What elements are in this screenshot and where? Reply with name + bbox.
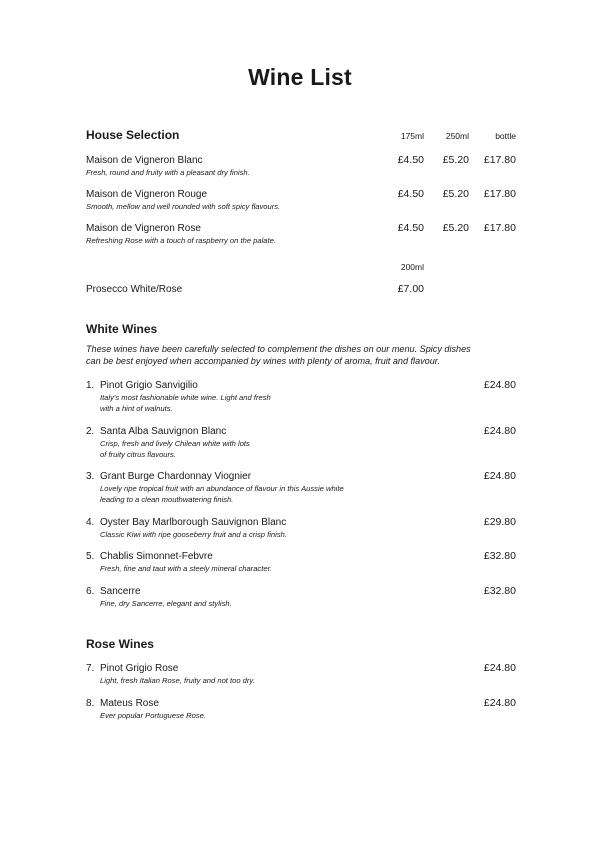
wine-name: [86, 551, 213, 562]
rose-wines-heading: Rose Wines: [86, 637, 154, 651]
intro-line: These wines have been carefully selected to complement the dishes on our menu. Spicy dishes: [86, 344, 471, 354]
wine-description: [100, 438, 400, 460]
item-number: 1.: [86, 380, 95, 391]
wine-name: [86, 471, 251, 482]
price-bottle: £17.80: [483, 188, 516, 200]
white-wines-intro: [86, 344, 526, 367]
column-header-bottle: bottle: [495, 131, 516, 141]
price-bottle: £17.80: [483, 154, 516, 166]
page-title: Wine List: [248, 64, 352, 90]
wine-name: [86, 586, 141, 597]
wine-description: [100, 529, 400, 540]
price-250ml: £5.20: [442, 154, 469, 166]
item-number: 2.: [86, 426, 95, 437]
price-bottle: £32.80: [483, 550, 516, 562]
wine-description: [100, 675, 400, 686]
wine-name: [86, 517, 286, 528]
desc-line: Crisp, fresh and lively Chilean white with lots: [100, 439, 250, 448]
prosecco-price: £7.00: [397, 283, 424, 295]
desc-line: Classic Kiwi with ripe gooseberry fruit and a crisp finish.: [100, 530, 287, 539]
item-number: 6.: [86, 586, 95, 597]
wine-description: [100, 598, 400, 609]
wine-name: Maison de Vigneron Rose: [86, 223, 201, 234]
desc-line: Italy's most fashionable white wine. Light and fresh: [100, 393, 271, 402]
wine-title: Pinot Grigio Rose: [100, 663, 179, 674]
price-175ml: £4.50: [397, 222, 424, 234]
price-bottle: £32.80: [483, 585, 516, 597]
price-bottle: £24.80: [483, 379, 516, 391]
wine-name: Maison de Vigneron Blanc: [86, 155, 203, 166]
wine-name: [86, 426, 226, 437]
desc-line: Lovely ripe tropical fruit with an abundance of flavour in this Aussie white: [100, 484, 344, 493]
desc-line: Fine, dry Sancerre, elegant and stylish.: [100, 599, 232, 608]
white-wines-heading: White Wines: [86, 322, 158, 336]
wine-title: Chablis Simonnet-Febvre: [100, 551, 213, 562]
column-header-200ml: 200ml: [400, 262, 424, 272]
price-bottle: £24.80: [483, 470, 516, 482]
wine-description: [100, 483, 400, 505]
wine-description: [100, 392, 400, 414]
item-number: 7.: [86, 663, 95, 674]
item-number: 4.: [86, 517, 95, 528]
wine-title: Oyster Bay Marlborough Sauvignon Blanc: [100, 517, 287, 528]
wine-name: [86, 663, 178, 674]
wine-title: Mateus Rose: [100, 698, 159, 709]
item-number: 5.: [86, 551, 95, 562]
desc-line: of fruity citrus flavours.: [100, 450, 176, 459]
column-header-250ml: 250ml: [445, 131, 469, 141]
desc-line: leading to a clean mouthwatering finish.: [100, 495, 234, 504]
column-header-175ml: 175ml: [400, 131, 424, 141]
item-number: 3.: [86, 471, 95, 482]
item-number: 8.: [86, 698, 95, 709]
wine-name: [86, 380, 198, 391]
wine-description: Fresh, round and fruity with a pleasant dry finish.: [86, 168, 250, 177]
wine-description: Smooth, mellow and well rounded with soft spicy flavours.: [86, 202, 281, 211]
desc-line: Fresh, fine and taut with a steely mineral character.: [100, 564, 272, 573]
house-selection-heading: House Selection: [86, 128, 180, 142]
price-bottle: £24.80: [483, 662, 516, 674]
wine-title: Pinot Grigio Sanvigilio: [100, 380, 198, 391]
desc-line: Ever popular Portuguese Rose.: [100, 711, 206, 720]
wine-title: Santa Alba Sauvignon Blanc: [100, 426, 227, 437]
wine-title: Sancerre: [100, 586, 141, 597]
price-bottle: £29.80: [483, 516, 516, 528]
price-250ml: £5.20: [442, 222, 469, 234]
price-175ml: £4.50: [397, 188, 424, 200]
wine-name: [86, 698, 159, 709]
price-175ml: £4.50: [397, 154, 424, 166]
price-bottle: £24.80: [483, 697, 516, 709]
wine-description: [100, 563, 400, 574]
price-bottle: £24.80: [483, 425, 516, 437]
desc-line: Light, fresh Italian Rose, fruity and not too dry.: [100, 676, 255, 685]
price-250ml: £5.20: [442, 188, 469, 200]
wine-name: Maison de Vigneron Rouge: [86, 189, 208, 200]
desc-line: with a hint of walnuts.: [100, 404, 173, 413]
intro-line: can be best enjoyed when accompanied by wines with plenty of aroma, fruit and flavour.: [86, 355, 441, 366]
wine-description: [100, 710, 400, 721]
wine-description: Refreshing Rose with a touch of raspberry on the palate.: [86, 236, 276, 245]
wine-title: Grant Burge Chardonnay Viognier: [100, 471, 252, 482]
price-bottle: £17.80: [483, 222, 516, 234]
prosecco-name: Prosecco White/Rose: [86, 284, 183, 295]
